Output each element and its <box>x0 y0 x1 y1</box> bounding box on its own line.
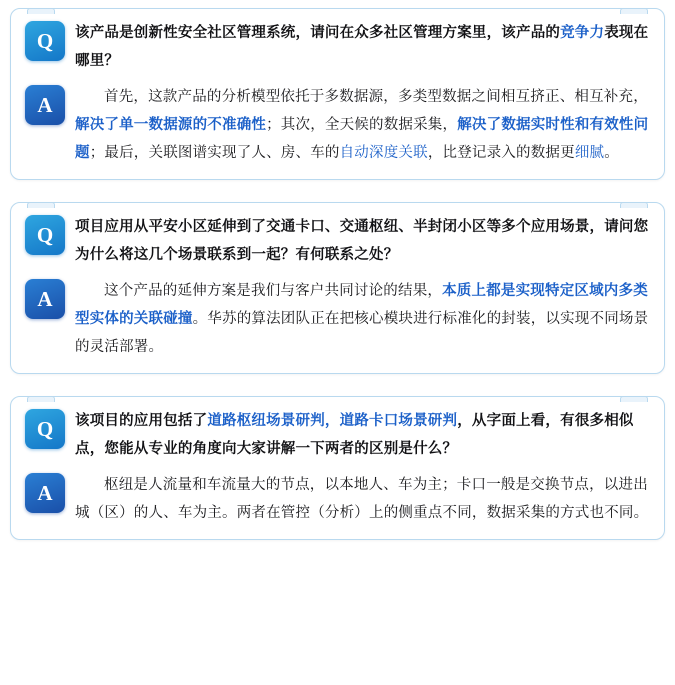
highlighted-phrase: 道路枢纽场景研判，道路卡口场景研判 <box>207 413 458 429</box>
qa-card-1 <box>10 8 665 180</box>
question-text-2 <box>75 213 650 269</box>
answer-row <box>25 83 650 167</box>
text-run: 项目应用从平安小区延伸到了交通卡口、交通枢纽、半封闭小区等多个应用场景，请问您为什么将这几个场景联系到一起？有何联系之处？ <box>75 219 649 263</box>
qa-card-3 <box>10 396 665 540</box>
answer-badge: A <box>25 85 65 125</box>
card-tab-right-icon <box>620 396 648 402</box>
highlighted-phrase: 解决了单一数据源的不准确性 <box>75 117 267 133</box>
answer-badge: A <box>25 279 65 319</box>
highlighted-phrase: 解决了数据实时性和有效性问题 <box>75 117 649 161</box>
card-tab-left-icon <box>27 202 55 208</box>
text-run: ；最后，关联图谱实现了人、房、车的 <box>89 145 340 161</box>
card-tab-right-icon <box>620 8 648 14</box>
question-text-1 <box>75 19 650 75</box>
answer-text-3 <box>75 471 650 527</box>
text-run: ；其次，全天候的数据采集， <box>266 117 458 133</box>
text-run: 这个产品的延伸方案是我们与客户共同讨论的结果， <box>104 283 443 299</box>
question-row <box>25 19 650 75</box>
answer-row <box>25 277 650 361</box>
text-run: ，比登记录入的数据更 <box>427 145 575 161</box>
text-run: 表现在哪里？ <box>75 25 649 69</box>
highlighted-phrase: 细腻 <box>574 145 605 161</box>
text-run: 。华苏的算法团队正在把核心模块进行标准化的封装，以实现不同场景的灵活部署。 <box>75 311 649 355</box>
text-run: 。 <box>604 145 619 161</box>
highlighted-phrase: 自动深度关联 <box>339 145 428 161</box>
text-run: ，从字面上看，有很多相似点，您能从专业的角度向大家讲解一下两者的区别是什么？ <box>75 413 634 457</box>
text-run: 枢纽是人流量和车流量大的节点，以本地人、车为主；卡口一般是交换节点，以进出城（区）的人、车为主。两者在管控（分析）上的侧重点不同，数据采集的方式也不同。 <box>75 477 649 521</box>
answer-row <box>25 471 650 527</box>
question-badge: Q <box>25 21 65 61</box>
question-text-3 <box>75 407 650 463</box>
question-row <box>25 213 650 269</box>
card-tab-right-icon <box>620 202 648 208</box>
answer-badge: A <box>25 473 65 513</box>
highlighted-phrase: 本质上都是实现特定区域内多类型实体的关联碰撞 <box>75 283 648 327</box>
qa-card-2 <box>10 202 665 374</box>
text-run: 首先，这款产品的分析模型依托于多数据源，多类型数据之间相互挤正、相互补充， <box>104 89 648 105</box>
question-badge: Q <box>25 409 65 449</box>
highlighted-phrase: 竞争力 <box>560 25 605 41</box>
card-tab-left-icon <box>27 8 55 14</box>
text-run: 该项目的应用包括了 <box>75 413 208 429</box>
question-row <box>25 407 650 463</box>
answer-text-1 <box>75 83 650 167</box>
question-badge: Q <box>25 215 65 255</box>
answer-text-2 <box>75 277 650 361</box>
text-run: 该产品是创新性安全社区管理系统，请问在众多社区管理方案里，该产品的 <box>75 25 561 41</box>
card-tab-left-icon <box>27 396 55 402</box>
